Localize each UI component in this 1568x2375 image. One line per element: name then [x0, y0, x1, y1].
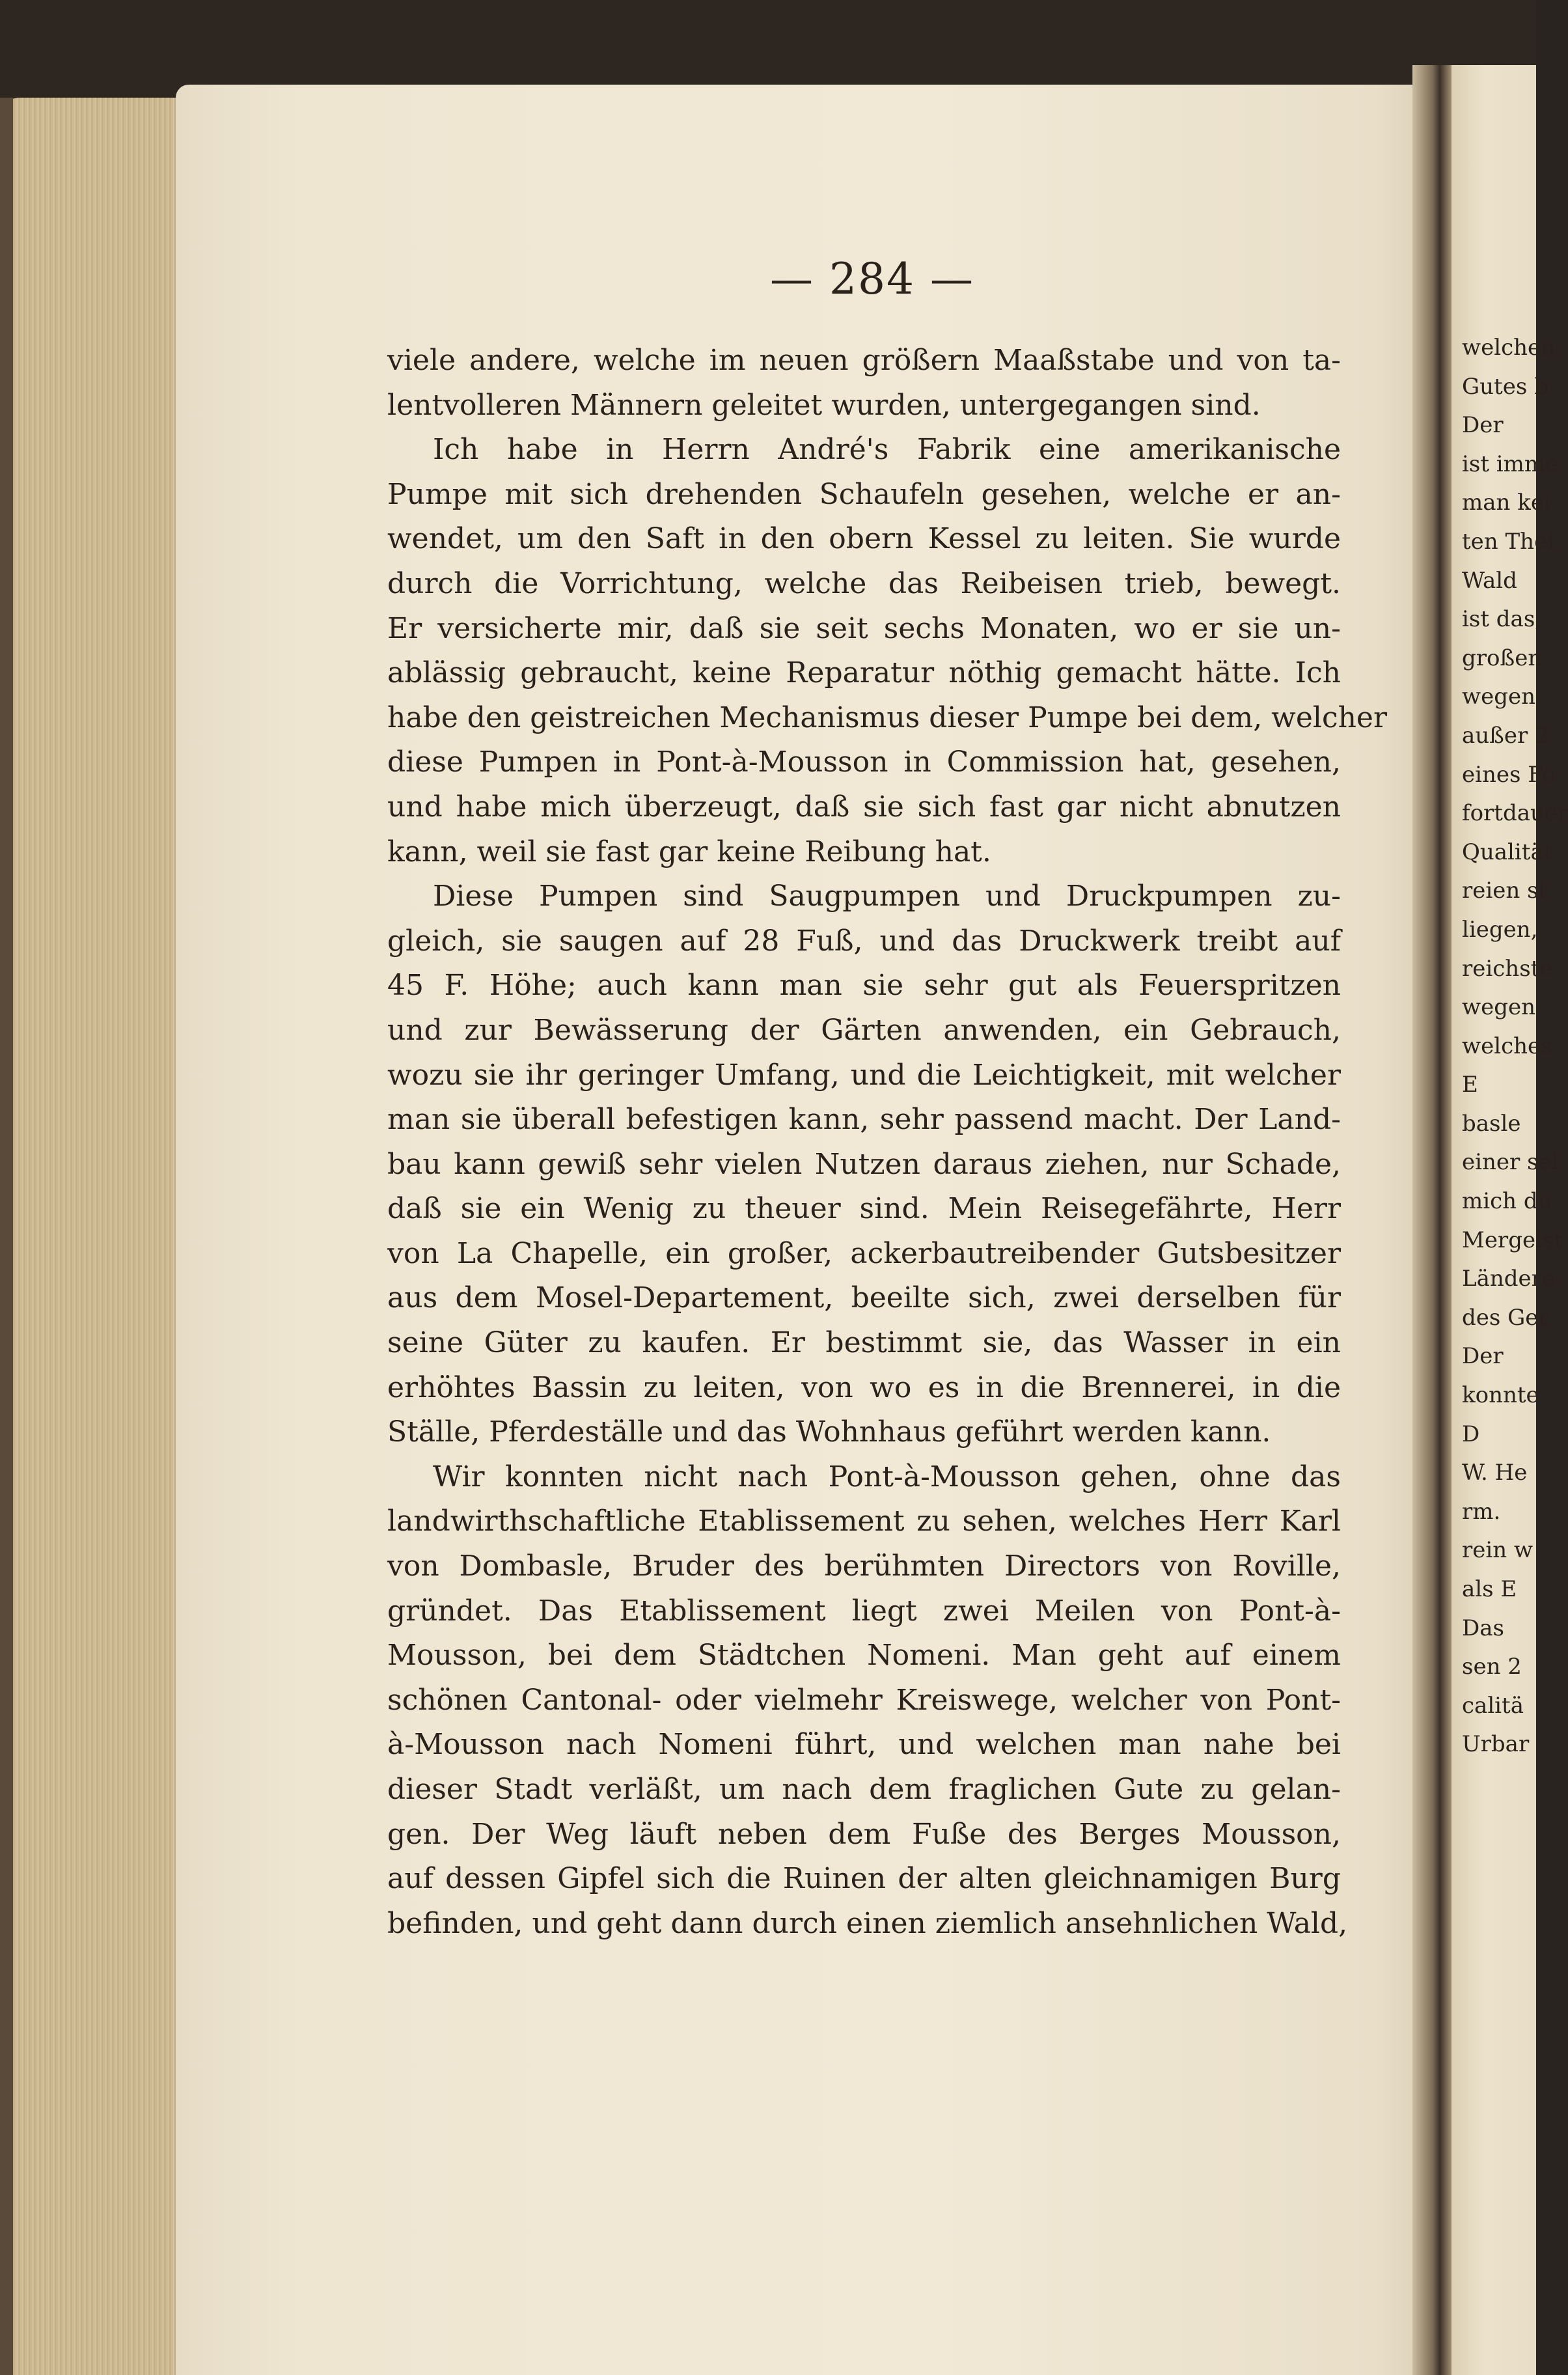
binding-shadow — [0, 98, 13, 2375]
facing-text-line: mich du — [1462, 1188, 1552, 1215]
text-line: lentvolleren Männern geleitet wurden, untergegangen sind. — [387, 388, 1261, 422]
facing-text-line: Qualität — [1462, 839, 1553, 865]
facing-text-line: ist das, — [1462, 606, 1543, 633]
text-line: diese Pumpen in Pont-à-Mousson in Commission hat, gesehen, — [387, 745, 1341, 779]
facing-text-line: Ländere — [1462, 1266, 1556, 1292]
facing-text-line: rein w — [1462, 1537, 1534, 1564]
text-line: von Dombasle, Bruder des berühmten Directors von Roville, — [387, 1549, 1341, 1583]
facing-page-text — [1462, 329, 1568, 1764]
text-line: Er versicherte mir, daß sie seit sechs Monaten, wo er sie un- — [387, 611, 1341, 645]
book-page-edges — [0, 98, 186, 2375]
facing-text-line: reichste — [1462, 955, 1553, 982]
text-line: wozu sie ihr geringer Umfang, und die Leichtigkeit, mit welcher — [387, 1058, 1341, 1092]
facing-text-line: welchen — [1462, 335, 1556, 361]
text-line: Ställe, Pferdeställe und das Wohnhaus geführt werden kann. — [387, 1415, 1271, 1449]
facing-text-line: man kei — [1462, 490, 1551, 516]
text-line: daß sie ein Wenig zu theuer sind. Mein Reisegefährte, Herr — [387, 1192, 1341, 1226]
text-line: von La Chapelle, ein großer, ackerbautreibender Gutsbesitzer — [387, 1236, 1341, 1270]
facing-text-line: Das — [1462, 1615, 1504, 1641]
facing-text-line: welches — [1462, 1033, 1552, 1059]
facing-text-line: fortdauer — [1462, 800, 1568, 827]
text-line: wendet, um den Saft in den obern Kessel zu leiten. Sie wurde — [387, 522, 1341, 556]
page-body-text — [387, 339, 1388, 1946]
facing-text-line: außer 2 — [1462, 722, 1549, 749]
text-line: dieser Stadt verläßt, um nach dem fraglichen Gute zu gelan- — [387, 1773, 1341, 1806]
text-line: gen. Der Weg läuft neben dem Fuße des Berges Mousson, — [387, 1817, 1341, 1851]
page-number: — 284 — — [770, 254, 974, 304]
text-line: befinden, und geht dann durch einen ziemlich ansehnlichen Wald, — [387, 1906, 1348, 1940]
text-line: ablässig gebraucht, keine Reparatur nöthig gemacht hätte. Ich — [387, 656, 1341, 690]
facing-text-line: Urbar — [1462, 1731, 1530, 1758]
facing-text-line: eines Fo — [1462, 761, 1556, 788]
facing-text-line: großen — [1462, 645, 1543, 671]
facing-text-line: wegen — [1462, 684, 1536, 710]
text-line: 45 F. Höhe; auch kann man sie sehr gut als Feuerspritzen — [387, 969, 1341, 1003]
text-line: kann, weil sie fast gar keine Reibung hat. — [387, 835, 991, 868]
text-line: gleich, sie saugen auf 28 Fuß, und das Druckwerk treibt auf — [387, 924, 1341, 958]
text-line: habe den geistreichen Mechanismus dieser Pumpe bei dem, welcher — [387, 701, 1388, 734]
text-line: aus dem Mosel-Departement, beeilte sich, zwei derselben für — [387, 1281, 1341, 1315]
text-line: auf dessen Gipfel sich die Ruinen der alten gleichnamigen Burg — [387, 1862, 1341, 1896]
facing-text-line: wegen — [1462, 994, 1536, 1021]
facing-text-line: Gutes b — [1462, 373, 1548, 400]
facing-text-line: konnte — [1462, 1382, 1539, 1409]
facing-text-line: einer sel — [1462, 1149, 1559, 1176]
text-line: seine Güter zu kaufen. Er bestimmt sie, das Wasser in ein — [387, 1326, 1341, 1360]
text-line: à-Mousson nach Nomeni führt, und welchen man nahe bei — [387, 1728, 1341, 1762]
facing-text-line: des Ger — [1462, 1304, 1549, 1331]
facing-text-line: ist imme — [1462, 451, 1559, 477]
facing-text-line: sen 2 — [1462, 1654, 1522, 1680]
text-line: Pumpe mit sich drehenden Schaufeln gesehen, welche er an- — [387, 477, 1341, 511]
text-line: und zur Bewässerung der Gärten anwenden, ein Gebrauch, — [387, 1013, 1341, 1047]
text-line: erhöhtes Bassin zu leiten, von wo es in die Brennerei, in die — [387, 1370, 1341, 1404]
facing-text-line: ten Thei — [1462, 528, 1555, 555]
text-line: Wir konnten nicht nach Pont-à-Mousson gehen, ohne das — [433, 1460, 1341, 1493]
facing-text-line: E — [1462, 1072, 1478, 1098]
text-line: schönen Cantonal- oder vielmehr Kreiswege, welcher von Pont- — [387, 1683, 1341, 1717]
facing-text-line: Der — [1462, 412, 1504, 439]
facing-text-line: Mergelst — [1462, 1227, 1563, 1253]
facing-text-line: als E — [1462, 1576, 1517, 1602]
facing-text-line: liegen, — [1462, 916, 1538, 943]
facing-text-line: basle — [1462, 1110, 1521, 1137]
text-line: durch die Vorrichtung, welche das Reibeisen trieb, bewegt. — [387, 566, 1341, 600]
text-line: Ich habe in Herrn André's Fabrik eine amerikanische — [433, 433, 1341, 467]
text-line: bau kann gewiß sehr vielen Nutzen daraus ziehen, nur Schade, — [387, 1147, 1341, 1181]
text-line: gründet. Das Etablissement liegt zwei Meilen von Pont-à- — [387, 1594, 1341, 1628]
text-line: viele andere, welche im neuen größern Maaßstabe und von ta- — [387, 344, 1341, 377]
text-line: Mousson, bei dem Städtchen Nomeni. Man geht auf einem — [387, 1639, 1341, 1673]
text-line: Diese Pumpen sind Saugpumpen und Druckpumpen zu- — [433, 880, 1341, 913]
facing-text-line: Der — [1462, 1343, 1504, 1370]
facing-text-line: Wald — [1462, 567, 1517, 594]
text-line: und habe mich überzeugt, daß sie sich fast gar nicht abnutzen — [387, 790, 1341, 824]
text-line: man sie überall befestigen kann, sehr passend macht. Der Land- — [387, 1103, 1341, 1137]
facing-text-line: rm. — [1462, 1498, 1501, 1525]
facing-text-line: calitä — [1462, 1692, 1524, 1719]
facing-text-line: W. He — [1462, 1460, 1528, 1486]
facing-text-line: D — [1462, 1421, 1480, 1447]
facing-text-line: reien si — [1462, 878, 1546, 904]
text-line: landwirthschaftliche Etablissement zu sehen, welches Herr Karl — [387, 1505, 1341, 1538]
